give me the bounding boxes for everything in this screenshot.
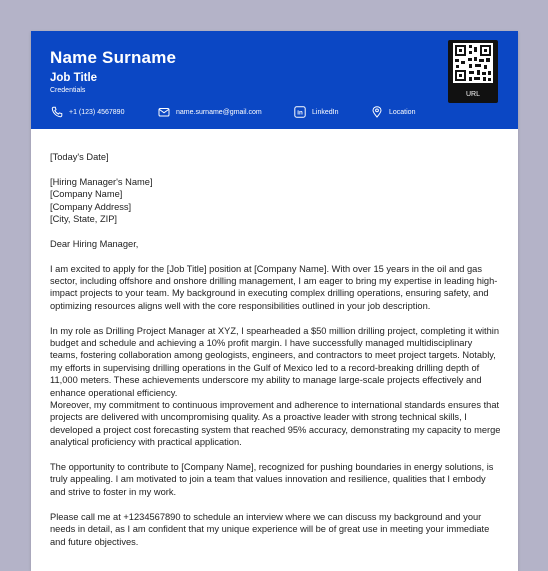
greeting: Dear Hiring Manager, — [50, 238, 139, 249]
applicant-name: Name Surname — [50, 48, 177, 67]
mail-icon — [157, 106, 170, 119]
paragraph-closing: Please call me at +1234567890 to schedule an interview where we can discuss my background and your needs in detail, as I am confident that my unique experience will be of great use in meeting your immediate and future objectives. — [50, 511, 490, 547]
phone-icon — [50, 106, 63, 119]
linkedin-text: LinkedIn — [312, 108, 339, 116]
letter-page — [31, 31, 518, 571]
recipient-address: [Hiring Manager's Name] [Company Name] [Company Address] [City, State, ZIP] — [50, 176, 153, 225]
resume-header — [31, 31, 518, 129]
qr-code-icon — [453, 43, 493, 83]
qr-label: URL — [465, 91, 480, 98]
contact-location[interactable] — [370, 105, 415, 119]
paragraph-motivation: The opportunity to contribute to [Company Name], recognized for pushing boundaries in energy solutions, is truly appealing. I am motivated to join a team that values innovation and resilience, qualities that I embody and strive to foster in my work. — [50, 462, 494, 497]
contact-linkedin[interactable] — [293, 105, 338, 119]
qr-code[interactable] — [448, 40, 498, 103]
paragraph-intro: I am excited to apply for the [Job Title] position at [Company Name]. With over 15 years in the oil and gas sector, including offshore and onshore drilling management, I am eager to bring my expertise in leading high-impact projects to your team. My background in executing complex drilling operations, ensuring safety, and optimizing resources aligns well with the core responsibilities outlined in your job description. — [50, 263, 498, 311]
paragraph-experience: In my role as Drilling Project Manager at XYZ, I spearheaded a $50 million drilling project, completing it within budget and schedule and achieving a 10% profit margin. I have successfully managed multidisciplinary teams, fostering collaboration among geologists, engineers, and contractors to meet project targets. Notably, my efforts in supervising drilling operations in the Gulf of Mexico led to a record-breaking drilling depth of 11,000 meters. These achievements underscore my ability to manage large-scale projects effectively and enhance operational efficiency. Moreover, my commitment to continuous improvement and adherence to international standards ensures that projects are delivered with uncompromising quality. As a proactive leader with strong technical skills, I developed a project cost forecasting system that reached 95% accuracy, demonstrating my capacity to merge analytical proficiency with practical application. — [50, 325, 501, 448]
letter-date: [Today's Date] — [50, 152, 109, 162]
contact-email[interactable] — [157, 105, 262, 119]
phone-text: +1 (123) 4567890 — [69, 108, 125, 116]
location-text: Location — [389, 108, 416, 116]
email-text: name.surname@gmail.com — [176, 108, 262, 116]
svg-text:in: in — [296, 109, 303, 117]
credentials: Credentials — [50, 87, 86, 94]
letter-body — [50, 151, 502, 560]
location-pin-icon — [370, 106, 383, 119]
job-title: Job Title — [50, 72, 98, 84]
contact-phone[interactable] — [50, 105, 124, 119]
linkedin-icon — [293, 106, 306, 119]
